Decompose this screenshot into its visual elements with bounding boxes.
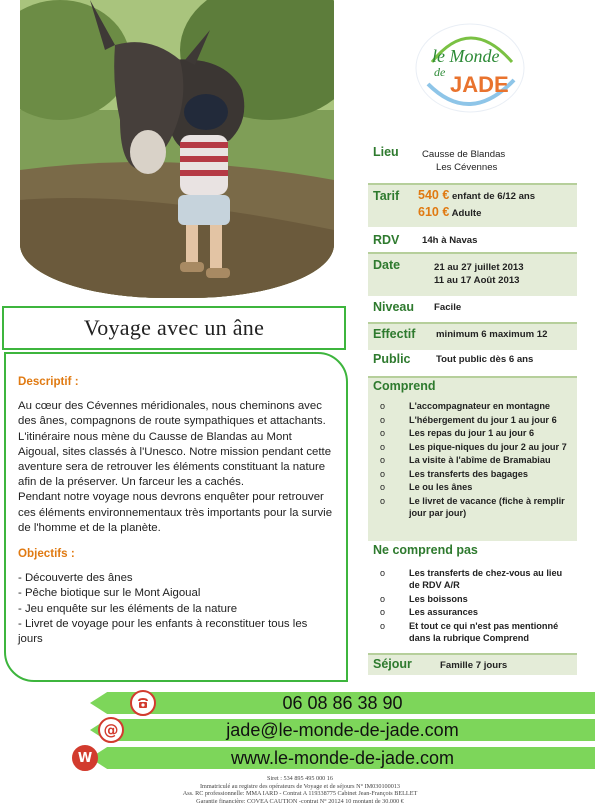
info-row-niveau — [368, 296, 577, 324]
info-row-comprend — [368, 376, 577, 541]
sejour-value: Famille 7 jours — [440, 660, 508, 671]
comprend-item: o Le ou les ânes — [380, 481, 570, 493]
footer-line: Garantie financière: COVEA CAUTION -contrat N° 20124 10 montant de 30.000 € — [196, 797, 404, 805]
page-title: Voyage avec un âne — [83, 315, 265, 340]
description-paragraph: L'itinéraire nous mène du Causse de Blandas au Mont Aigoual, sites classés à l'Unesco. Notre mission pendant cette aventure sera de retrouver les éléments constituant la nature afin de la préserver. Un farceur les a cachés. — [18, 430, 332, 489]
email-address[interactable]: jade@le-monde-de-jade.com — [226, 720, 459, 740]
tarif-desc2: Adulte — [451, 208, 482, 219]
comprend-label: Comprend — [373, 379, 436, 393]
public-value: Tout public dès 6 ans — [436, 354, 534, 365]
comprend-list — [380, 400, 570, 520]
comprend-item: o L'hébergement du jour 1 au jour 6 — [380, 414, 570, 426]
description-paragraph: Au cœur des Cévennes méridionales, nous cheminons avec des ânes, compagnons de route sympathiques et attachants. — [18, 400, 326, 428]
tarif-line2 — [418, 206, 481, 221]
info-row-ne-comprend-pas — [368, 541, 577, 657]
date-line1: 21 au 27 juillet 2013 — [434, 262, 524, 273]
sejour-label: Séjour — [373, 657, 412, 671]
description-heading: Descriptif : — [18, 375, 79, 388]
effectif-value: minimum 6 maximum 12 — [436, 329, 548, 340]
logo-text-1: le Monde — [432, 46, 500, 66]
info-row-sejour — [368, 653, 577, 675]
public-label: Public — [373, 352, 411, 366]
info-row-rdv — [368, 227, 577, 255]
tarif-line1 — [418, 189, 535, 204]
info-row-public — [368, 348, 577, 376]
description-box — [4, 352, 348, 682]
ne-comprend-pas-label: Ne comprend pas — [373, 543, 478, 557]
date-line2: 11 au 17 Août 2013 — [434, 275, 520, 286]
footer-line: Immatriculé au registre des opérateurs de Voyage et de séjours N° IM030100013 — [199, 782, 401, 790]
info-row-effectif — [368, 322, 577, 350]
objective-item: - Jeu enquête sur les éléments de la nature — [18, 602, 238, 615]
comprend-item: o Le livret de vacance (fiche à remplir jour par jour) — [380, 495, 570, 519]
logo-text-2: de — [434, 65, 446, 79]
comprend-item: o Les repas du jour 1 au jour 6 — [380, 427, 570, 439]
objectives-heading: Objectifs : — [18, 547, 75, 561]
tarif-desc1: enfant de 6/12 ans — [451, 191, 536, 202]
lieu-line2: Les Cévennes — [436, 162, 498, 173]
ne-comprend-pas-item: o Et tout ce qui n'est pas mentionné dans la rubrique Comprend — [380, 620, 570, 644]
footer-line: Siret : 534 895 495 000 16 — [267, 775, 333, 782]
phone-icon — [130, 690, 156, 716]
logo-text-3: JADE — [450, 72, 509, 97]
objectives-list — [18, 571, 334, 647]
ne-comprend-pas-item: o Les transferts de chez-vous au lieu de RDV A/R — [380, 567, 570, 591]
niveau-label: Niveau — [373, 300, 414, 314]
rdv-value: 14h à Navas — [422, 235, 478, 246]
tarif-label: Tarif — [373, 189, 400, 203]
phone-number[interactable]: 06 08 86 38 90 — [282, 693, 403, 713]
effectif-label: Effectif — [373, 327, 416, 341]
objective-item: - Pêche biotique sur le Mont Aigoual — [18, 587, 201, 600]
comprend-item: o La visite à l'abîme de Bramabiau — [380, 454, 570, 466]
description-paragraph: Pendant notre voyage nous devrons enquêter pour retrouver ces éléments environnementaux très importants pour la survie de l'homme et de la planète. — [18, 491, 333, 534]
ne-comprend-pas-item: o Les boissons — [380, 593, 570, 605]
comprend-item: o L'accompagnateur en montagne — [380, 400, 570, 412]
title-box — [2, 306, 346, 350]
ne-comprend-pas-list — [380, 567, 570, 645]
donkey-child-photo — [20, 0, 334, 298]
footer-line: Ass. RC professionnelle: MMA IARD - Contrat A 119338775 Cabinet Jean-François BELLET — [182, 790, 418, 798]
tarif-price2: 610 € — [418, 205, 450, 219]
lieu-label: Lieu — [373, 145, 399, 159]
lieu-line1: Causse de Blandas — [422, 149, 506, 160]
objective-item: - Découverte des ânes — [18, 572, 133, 585]
website-icon: W — [72, 745, 98, 771]
legal-footer — [80, 775, 520, 805]
comprend-item: o Les transferts des bagages — [380, 468, 570, 480]
info-row-date — [368, 252, 577, 296]
website-url[interactable]: www.le-monde-de-jade.com — [230, 748, 455, 768]
info-row-tarif — [368, 183, 577, 227]
ne-comprend-pas-item: o Les assurances — [380, 606, 570, 618]
comprend-item: o Les pique-niques du jour 2 au jour 7 — [380, 441, 570, 453]
date-label: Date — [373, 258, 401, 272]
rdv-label: RDV — [373, 233, 400, 247]
le-monde-de-jade-logo — [414, 22, 526, 114]
info-row-lieu — [368, 139, 577, 183]
niveau-value: Facile — [434, 302, 462, 313]
tarif-price1: 540 € — [418, 188, 450, 202]
objective-item: - Livret de voyage pour les enfants à reconstituer tous les jours — [18, 617, 308, 646]
email-icon: @ — [98, 717, 124, 743]
